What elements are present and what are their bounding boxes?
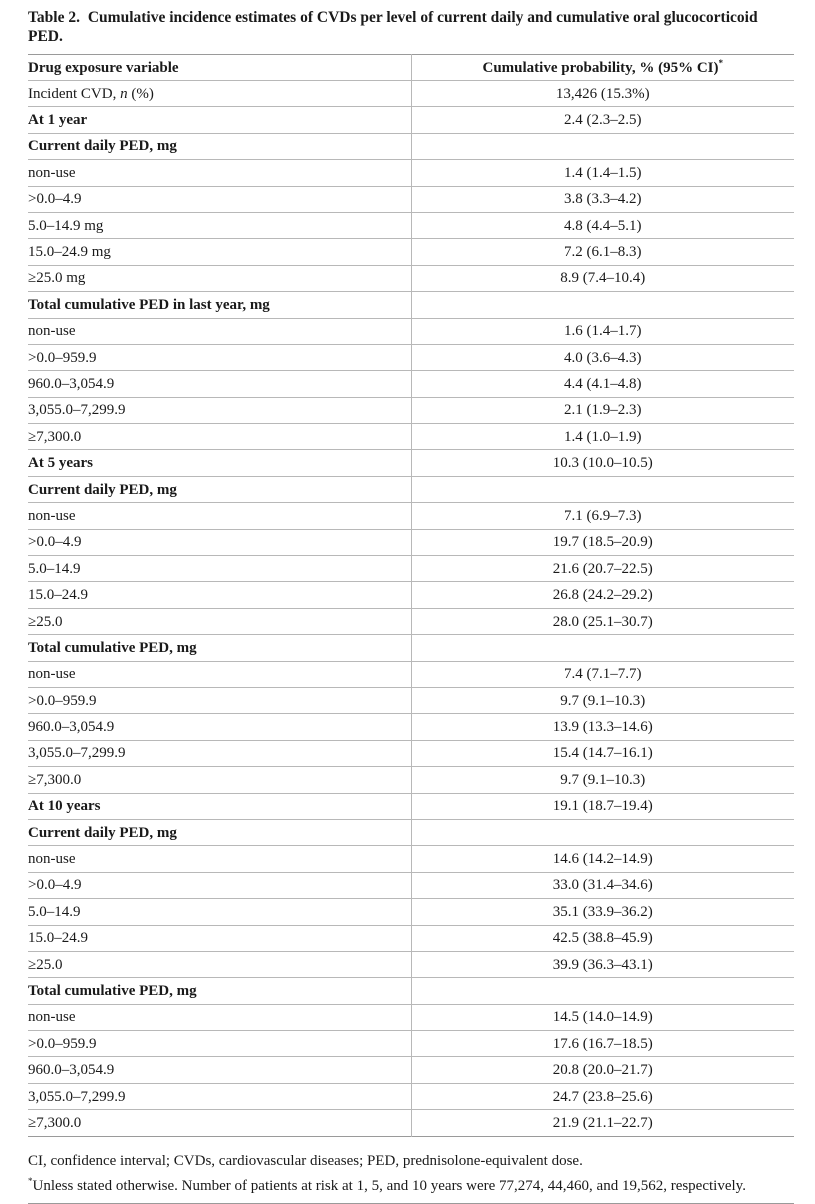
table-title: Cumulative incidence estimates of CVDs per level of current daily and cumulative oral glucocorticoid PED. — [28, 9, 758, 45]
row-value: 42.5 (38.8–45.9) — [411, 925, 794, 951]
row-value: 9.7 (9.1–10.3) — [411, 767, 794, 793]
row-value: 15.4 (14.7–16.1) — [411, 740, 794, 766]
table-row — [28, 608, 794, 634]
table-row — [28, 503, 794, 529]
table-footnotes — [28, 1150, 794, 1204]
row-value: 39.9 (36.3–43.1) — [411, 951, 794, 977]
row-label: >0.0–959.9 — [28, 344, 411, 370]
table-row — [28, 529, 794, 555]
row-label: ≥7,300.0 — [28, 1114, 82, 1131]
footnote-marker: * — [718, 57, 723, 68]
row-value: 20.8 (20.0–21.7) — [411, 1057, 794, 1083]
table-row — [28, 925, 794, 951]
abbreviations-note: CI, confidence interval; CVDs, cardiovascular diseases; PED, prednisolone-equivalent dose. — [28, 1152, 583, 1169]
table-row — [28, 318, 794, 344]
row-label: 5.0–14.9 mg — [28, 212, 411, 238]
row-label: non-use — [28, 1004, 411, 1030]
asterisk-note — [28, 1175, 794, 1197]
table-row — [28, 292, 794, 318]
section-label: Total cumulative PED, mg — [28, 635, 411, 661]
row-label: >0.0–4.9 — [28, 186, 411, 212]
row-value: 17.6 (16.7–18.5) — [411, 1031, 794, 1057]
row-label — [28, 81, 411, 107]
table-row — [28, 582, 794, 608]
table-row — [28, 1004, 794, 1030]
row-value: 26.8 (24.2–29.2) — [411, 582, 794, 608]
row-label: 15.0–24.9 mg — [28, 239, 411, 265]
row-label: 960.0–3,054.9 — [28, 714, 411, 740]
table-caption — [28, 8, 793, 54]
row-label: 15.0–24.9 — [28, 582, 411, 608]
column-header-exposure: Drug exposure variable — [28, 55, 411, 81]
row-value: 14.6 (14.2–14.9) — [411, 846, 794, 872]
section-label: Total cumulative PED, mg — [28, 978, 411, 1004]
row-label: ≥7,300.0 — [28, 767, 411, 793]
table-row — [28, 819, 794, 845]
row-label-suffix: (%) — [127, 85, 154, 102]
row-label: 3,055.0–7,299.9 — [28, 397, 411, 423]
row-value: 7.4 (7.1–7.7) — [411, 661, 794, 687]
table-row — [28, 951, 794, 977]
table-row — [28, 1083, 794, 1109]
row-value — [411, 292, 794, 318]
row-value — [411, 978, 794, 1004]
row-value: 19.1 (18.7–19.4) — [411, 793, 794, 819]
row-value: 1.4 (1.4–1.5) — [411, 160, 794, 186]
table-header-row — [28, 55, 794, 81]
row-value: 1.6 (1.4–1.7) — [411, 318, 794, 344]
row-label: non-use — [28, 318, 411, 344]
row-label: >0.0–959.9 — [28, 687, 411, 713]
row-label: >0.0–4.9 — [28, 872, 411, 898]
table-row — [28, 872, 794, 898]
table-row — [28, 424, 794, 450]
table-number: Table 2. — [28, 9, 80, 26]
table-row — [28, 133, 794, 159]
row-value: 3.8 (3.3–4.2) — [411, 186, 794, 212]
row-label: non-use — [28, 503, 411, 529]
column-header-probability — [411, 55, 794, 81]
row-label: non-use — [28, 846, 411, 872]
row-value: 19.7 (18.5–20.9) — [411, 529, 794, 555]
table-row — [28, 740, 794, 766]
row-label: ≥25.0 — [28, 608, 411, 634]
row-value: 8.9 (7.4–10.4) — [411, 265, 794, 291]
table-row — [28, 661, 794, 687]
section-label: At 1 year — [28, 107, 411, 133]
incidence-table — [28, 54, 794, 1137]
row-value: 21.9 (21.1–22.7) — [411, 1110, 794, 1136]
row-value: 2.1 (1.9–2.3) — [411, 397, 794, 423]
row-value: 9.7 (9.1–10.3) — [411, 687, 794, 713]
table-row — [28, 767, 794, 793]
row-value: 4.8 (4.4–5.1) — [411, 212, 794, 238]
table-row — [28, 107, 794, 133]
table-row — [28, 1110, 794, 1136]
table-row — [28, 371, 794, 397]
table-row — [28, 344, 794, 370]
table-row — [28, 397, 794, 423]
asterisk-note-text: Unless stated otherwise. Number of patients at risk at 1, 5, and 10 years were 77,274, 44,460, and 19,562, respectively. — [32, 1177, 746, 1194]
section-label: Current daily PED, mg — [28, 133, 411, 159]
table-row — [28, 265, 794, 291]
row-label: >0.0–4.9 — [28, 529, 411, 555]
table-row — [28, 81, 794, 107]
section-label: Total cumulative PED in last year, mg — [28, 292, 411, 318]
table-row — [28, 714, 794, 740]
row-value — [411, 635, 794, 661]
row-label: non-use — [28, 661, 411, 687]
table-row — [28, 186, 794, 212]
table-row — [28, 1031, 794, 1057]
section-label: At 5 years — [28, 450, 411, 476]
table-row — [28, 793, 794, 819]
row-value: 33.0 (31.4–34.6) — [411, 872, 794, 898]
row-value: 21.6 (20.7–22.5) — [411, 556, 794, 582]
footnote-marker: * — [28, 1175, 33, 1186]
row-label: 5.0–14.9 — [28, 899, 411, 925]
row-value: 10.3 (10.0–10.5) — [411, 450, 794, 476]
row-value: 7.2 (6.1–8.3) — [411, 239, 794, 265]
row-label-italic: n — [120, 85, 128, 102]
row-value: 13,426 (15.3%) — [411, 81, 794, 107]
row-value: 14.5 (14.0–14.9) — [411, 1004, 794, 1030]
row-label: 960.0–3,054.9 — [28, 371, 411, 397]
table-row — [28, 212, 794, 238]
table-body — [28, 81, 794, 1137]
column-header-probability-text: Cumulative probability, % (95% CI) — [482, 59, 719, 76]
section-label: Current daily PED, mg — [28, 476, 411, 502]
row-value — [411, 133, 794, 159]
section-label: Current daily PED, mg — [28, 819, 411, 845]
table-row — [28, 450, 794, 476]
row-label: 3,055.0–7,299.9 — [28, 740, 411, 766]
section-label: At 10 years — [28, 793, 411, 819]
row-label: 960.0–3,054.9 — [28, 1057, 411, 1083]
table-row — [28, 899, 794, 925]
row-value: 7.1 (6.9–7.3) — [411, 503, 794, 529]
row-value: 24.7 (23.8–25.6) — [411, 1083, 794, 1109]
table-row — [28, 635, 794, 661]
row-value — [411, 476, 794, 502]
table-row — [28, 556, 794, 582]
table-row — [28, 1057, 794, 1083]
table-row — [28, 846, 794, 872]
table-row — [28, 687, 794, 713]
row-label: >0.0–959.9 — [28, 1031, 411, 1057]
row-label: ≥25.0 — [28, 951, 411, 977]
row-value — [411, 819, 794, 845]
table-row — [28, 239, 794, 265]
row-value: 13.9 (13.3–14.6) — [411, 714, 794, 740]
row-value: 35.1 (33.9–36.2) — [411, 899, 794, 925]
row-label-text: Incident CVD, — [28, 85, 121, 102]
row-value: 28.0 (25.1–30.7) — [411, 608, 794, 634]
table-row — [28, 160, 794, 186]
table-row — [28, 978, 794, 1004]
row-value: 1.4 (1.0–1.9) — [411, 424, 794, 450]
row-label: 3,055.0–7,299.9 — [28, 1083, 411, 1109]
row-label: ≥7,300.0 — [28, 424, 411, 450]
row-label: 5.0–14.9 — [28, 556, 411, 582]
table-row — [28, 476, 794, 502]
row-label: non-use — [28, 160, 411, 186]
row-value: 4.4 (4.1–4.8) — [411, 371, 794, 397]
row-label: 15.0–24.9 — [28, 925, 411, 951]
row-value: 2.4 (2.3–2.5) — [411, 107, 794, 133]
row-value: 4.0 (3.6–4.3) — [411, 344, 794, 370]
row-label: ≥25.0 mg — [28, 265, 411, 291]
